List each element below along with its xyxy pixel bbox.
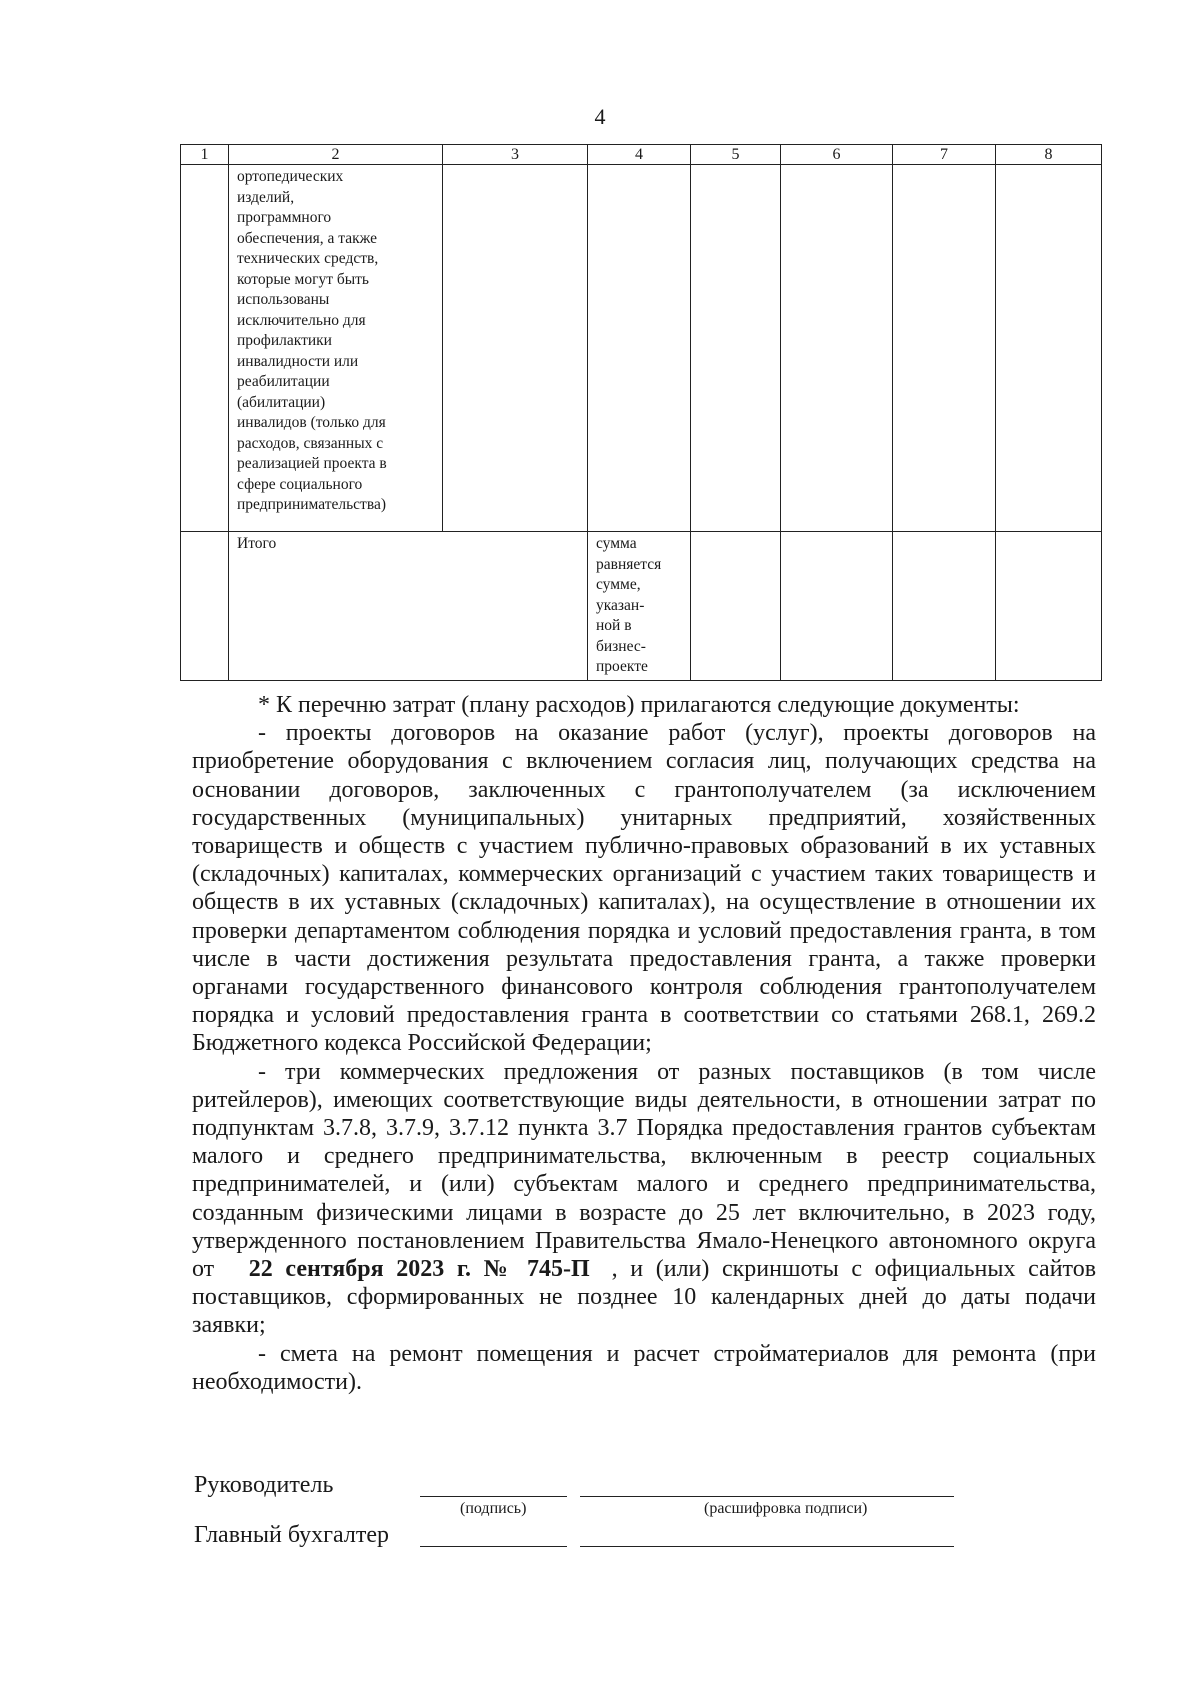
table-cell [893, 532, 996, 681]
cell-text-line: сфере социального [237, 475, 363, 493]
table-cell [996, 165, 1102, 532]
total-sum-cell [588, 532, 691, 681]
table-header-cell: 3 [443, 145, 588, 165]
table-cell [181, 165, 229, 532]
cell-text-line: технических средств, [237, 250, 379, 267]
table-header-cell: 5 [691, 145, 781, 165]
table-row [181, 165, 1102, 532]
table-cell [996, 532, 1102, 681]
cell-text-line: которые могут быть [237, 270, 369, 288]
cell-text-line: обеспечения, а также [237, 229, 378, 247]
accountant-decoding-line [580, 1546, 954, 1547]
accountant-label: Главный бухгалтер [194, 1522, 389, 1548]
decree-reference: 22 сентября 2023 г. № 745-П [248, 1256, 590, 1283]
table-header-cell: 6 [781, 145, 893, 165]
table-cell [781, 165, 893, 532]
head-decoding-line [580, 1496, 954, 1497]
cell-text-line: использованы [237, 291, 330, 308]
table-header-row [181, 145, 1102, 165]
cell-text-line: равняется [596, 555, 662, 573]
cell-text-line: указан- [596, 596, 645, 614]
note-item-text: - три коммерческих предложения от разных поставщиков (в том числе ритейлеров), имеющих соответствующие виды деятельности, в отношении затрат по подпунктам 3.7.8, 3.7.9, 3.7.12 пункта 3.7 Порядка предоставления грантов субъектам малого и среднего предпринимательства, включенным в реестр социальных предпринимателей, и (или) субъектам малого и среднего предпринимательства, созданным физическими лицами в возрасте до 25 лет включительно, в 2023 году, утвержденного постановлением Правительства Ямало-Ненецкого автономного округа от [192, 1058, 1096, 1283]
note-item-contracts: - проекты договоров на оказание работ (услуг), проекты договоров на приобретение оборудования с включением согласия лиц, получающих средства на основании договоров, заключенных с грантополучателем (за исключением государственных (муниципальных) унитарных предприятий, хозяйственных товариществ и обществ с участием публично-правовых образований в их уставных (складочных) капиталах, коммерческих организаций с участием таких товариществ и обществ в их уставных (складочных) капиталах), на осуществление в отношении их проверки департаментом соблюдения порядка и условий предоставления гранта, в том числе в части достижения результата предоставления гранта, а также проверки органами государственного финансового контроля соблюдения грантополучателем порядка и условий предоставления гранта в соответствии со статьями 268.1, 269.2 Бюджетного кодекса Российской Федерации; [192, 720, 1096, 1057]
table-header-cell: 1 [181, 145, 229, 165]
table-header-cell: 7 [893, 145, 996, 165]
note-item-estimate: - смета на ремонт помещения и расчет стройматериалов для ремонта (при необходимости). [192, 1340, 1096, 1395]
cell-text-line: инвалидности или [237, 352, 359, 370]
cell-text-line: расходов, связанных с [237, 434, 384, 452]
cell-text-line: реабилитации [237, 373, 330, 390]
note-heading: * К перечню затрат (плану расходов) прилагаются следующие документы: [258, 692, 1020, 718]
signature-caption: (подпись) [460, 1500, 527, 1517]
attachments-note [192, 691, 1096, 1396]
note-item-commercial-offers [192, 1058, 1096, 1340]
table-header-cell: 8 [996, 145, 1102, 165]
cell-text-line: исключительно для [237, 311, 366, 329]
table-cell [691, 165, 781, 532]
cost-table [180, 144, 1102, 681]
note-item-text: и (или) скриншоты с официальных сайтов поставщиков, сформированных не позднее 10 календарных дней до даты подачи заявки; [192, 1256, 1097, 1339]
table-cell [893, 165, 996, 532]
total-label-cell: Итого [229, 532, 588, 681]
decoding-caption: (расшифровка подписи) [704, 1500, 868, 1517]
comma: , [611, 1256, 618, 1283]
table-cell [691, 532, 781, 681]
table-cell [588, 165, 691, 532]
cell-text-line: бизнес- [596, 637, 646, 655]
table-row-total [181, 532, 1102, 681]
table-cell [181, 532, 229, 681]
head-label: Руководитель [194, 1472, 334, 1498]
cell-text-line: изделий, [237, 188, 295, 206]
cell-text-line: ортопедических [237, 168, 344, 185]
cell-text-line: ной в [596, 617, 632, 634]
expense-description-cell [229, 165, 443, 532]
cell-text-line: (абилитации) [237, 393, 326, 411]
cell-text-line: инвалидов (только для [237, 414, 386, 431]
table-cell [781, 532, 893, 681]
head-signature-line [420, 1496, 567, 1497]
page-number: 4 [594, 104, 606, 129]
cell-text-line: сумме, [596, 576, 641, 593]
accountant-signature-line [420, 1546, 567, 1547]
cell-text-line: реализацией проекта в [237, 455, 387, 472]
cell-text-line: профилактики [237, 332, 332, 349]
cell-text-line: программного [237, 209, 332, 226]
cell-text-line: сумма [596, 535, 637, 552]
table-cell [443, 165, 588, 532]
cell-text-line: проекте [596, 658, 648, 675]
table-header-cell: 4 [588, 145, 691, 165]
table-header-cell: 2 [229, 145, 443, 165]
cell-text-line: предпринимательства) [237, 496, 386, 513]
